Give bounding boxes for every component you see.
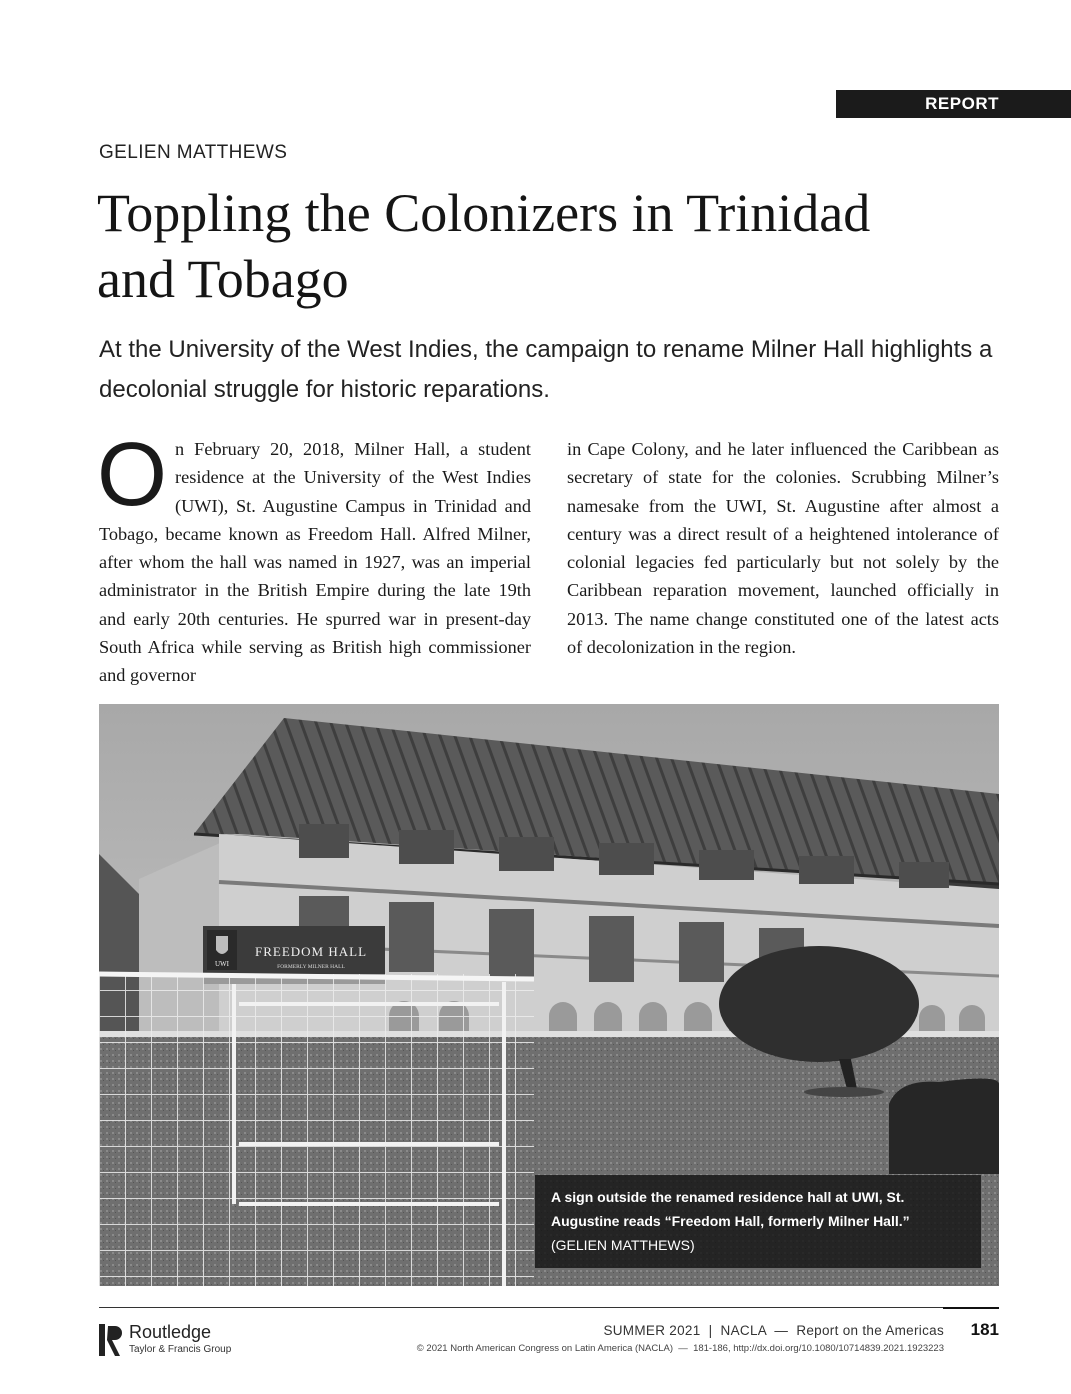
publisher-logo xyxy=(99,1322,259,1358)
body-column-1 xyxy=(97,425,531,690)
sign-logo-text: UWI xyxy=(215,960,229,968)
article-title: Toppling the Colonizers in Trinidad and Tobago xyxy=(97,183,871,309)
caption-credit: (GELIEN MATTHEWS) xyxy=(551,1237,695,1253)
page-number: 181 xyxy=(970,1320,999,1339)
body-column-1-text: n February 20, 2018, Milner Hall, a student residence at the University of the West Indies (UWI), St. Augustine Campus in Trinidad and Tobago, became known as Freedom Hall. Alfred Milner, after whom the hall was named in 1927, was an imperial administrator in the British Empire during the late 19th and early 20th centuries. He spurred war in present-day South Africa while serving as British high commissioner and governor xyxy=(99,439,531,686)
routledge-r-icon xyxy=(99,1322,125,1358)
article-photo xyxy=(99,704,999,1286)
body-column-2: in Cape Colony, and he later influenced the Caribbean as secretary of state for the colonies. Scrubbing Milner’s namesake from the UWI, St. Augustine after almost a century was a direct result of a heightened intolerance of colonial legacies fed particularly but not solely by the Caribbean reparation movement, launched officially in 2013. The name change constituted one of the latest acts of decolonization in the region. xyxy=(567,439,999,658)
photo-caption xyxy=(535,1175,981,1268)
hedge xyxy=(889,1078,999,1174)
sign-subtitle: FORMERLY MILNER HALL xyxy=(277,964,345,970)
author-byline: GELIEN MATTHEWS xyxy=(99,142,288,163)
publisher-name: Routledge xyxy=(129,1322,212,1342)
sign-title: FREEDOM HALL xyxy=(254,944,368,959)
caption-text: A sign outside the renamed residence hall at UWI, St. Augustine reads “Freedom Hall, formerly Milner Hall.” xyxy=(551,1189,910,1229)
issue-line: SUMMER 2021 | NACLA — Report on the Americas xyxy=(603,1323,944,1338)
bush-tree xyxy=(719,946,919,1062)
fence xyxy=(99,974,534,1286)
footer-tick xyxy=(943,1307,999,1309)
section-tag: REPORT xyxy=(836,90,1071,118)
copyright-line: © 2021 North American Congress on Latin America (NACLA) — 181-186, http://dx.doi.org/10.1080/10714839.2021.1923223 xyxy=(416,1343,944,1354)
publisher-sub: Taylor & Francis Group xyxy=(129,1344,232,1355)
drop-cap: O xyxy=(97,425,168,525)
article-dek: At the University of the West Indies, the campaign to rename Milner Hall highlights a decolonial struggle for historic reparations. xyxy=(99,336,993,403)
footer-rule xyxy=(99,1307,999,1308)
